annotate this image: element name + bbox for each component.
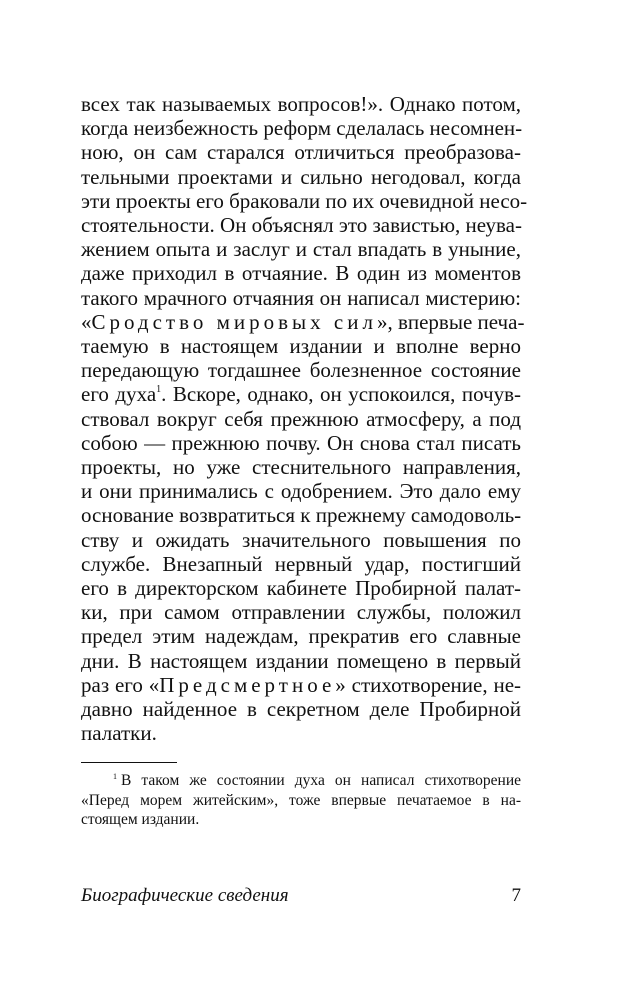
text-line: даже приходил в отчаяние. В один из моментов [81,261,521,286]
footnote-line: «Перед морем житейским», тоже впервые печатаемое в на- [81,791,521,809]
text-line: эти проекты его браковали по их очевидной несо- [81,188,528,213]
page-content [81,92,528,830]
footnote-mark: 1 [113,772,117,782]
running-title: Биографические сведения [81,885,289,906]
text-line: стоятельности. Он объяснял это завистью, неува- [81,213,522,238]
text-line: предел этим надеждам, прекратив его славные [81,624,521,649]
footnote-reference: 1 [156,384,162,396]
footnote-line: стоящем издании. [81,811,200,829]
text-line: и они принимались с одобрением. Это дало ему [81,479,521,504]
footnote-divider [81,762,177,763]
text-line: основание возвратиться к прежнему самодоволь- [81,503,522,528]
page-footer [81,885,521,907]
text-line: тельными проектами и сильно негодовал, когда [81,164,521,189]
text-line-poem-title [81,673,521,697]
text-line: передающую тогдашнее болезненное состояние [81,358,521,383]
text-fragment: его духа [81,382,157,407]
text-line: ки, при самом отправлении службы, положил [81,600,521,625]
text-fragment: » стихотворение, не- [335,672,522,697]
text-line: дни. В настоящем издании помещено в первый [81,648,521,673]
footnote-text: В таком же состоянии духа он написал стихотворение [121,772,521,790]
footnote-line [81,771,521,791]
text-fragment: . Вскоре, однако, он успокоился, почув- [161,382,521,407]
text-line: ству и ожидать значительного повышения по [81,527,521,552]
text-line: ною, он сам старался отличиться преобразова- [81,140,521,165]
text-fragment: », впервые печа- [376,309,525,334]
text-line: такого мрачного отчаяния он написал мистерию: [81,285,521,310]
text-line-footnote-ref [81,382,521,406]
footnote [81,771,521,830]
mystery-title: Сродство мировых сил [91,309,377,334]
text-line: жением опыта и заслуг и стал впадать в уныние, [81,237,521,262]
text-line-mystery-title [81,309,525,334]
quote-open: « [81,309,92,334]
text-line: его в директорском кабинете Пробирной палат- [81,576,521,601]
body-text [81,92,528,746]
text-line: ствовал вокруг себя прежнюю атмосферу, а под [81,406,521,431]
text-line: давно найденное в секретном деле Пробирной [81,697,521,722]
text-line: собою — прежнюю почву. Он снова стал писать [81,430,521,455]
poem-title: Предсмертное [159,672,336,697]
page-number: 7 [511,885,521,906]
text-line: всех так называемых вопросов!». Однако потом, [81,92,521,116]
text-fragment: раз его « [81,672,160,697]
text-line: таемую в настоящем издании и вполне верно [81,334,521,359]
text-line: палатки. [81,721,157,746]
text-line: когда неизбежность реформ сделалась несомнен- [81,116,523,141]
text-line: службе. Внезапный нервный удар, постигший [81,551,521,576]
text-line: проекты, но уже стеснительного направления, [81,455,521,480]
